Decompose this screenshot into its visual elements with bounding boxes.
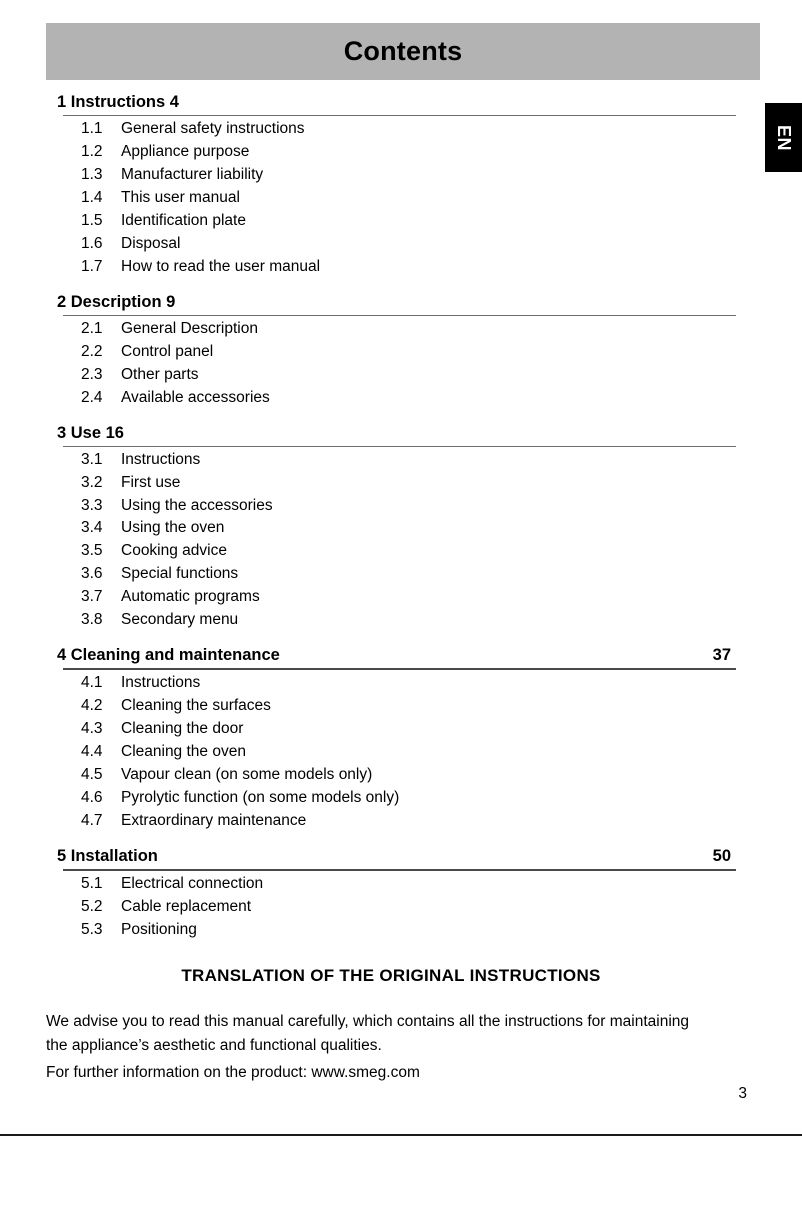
toc-entry-label: Cable replacement: [121, 897, 252, 915]
toc-entry-label: Using the oven: [121, 519, 225, 537]
toc-entry-number: 1.5: [81, 211, 103, 229]
toc-group-heading-label: 3 Use 16: [57, 423, 124, 442]
toc-entry-label: Manufacturer liability: [121, 165, 264, 183]
toc-entry-number: 5.2: [81, 897, 103, 915]
toc-entry-label: How to read the user manual: [121, 257, 321, 275]
toc-entry-number: 4.5: [81, 766, 103, 783]
toc-entry-label: Pyrolytic function (on some models only): [121, 788, 400, 806]
toc-entry-label: This user manual: [121, 188, 240, 206]
toc-group: [46, 846, 736, 942]
toc-entry-number: 3.7: [81, 588, 103, 606]
toc-group-heading-label: 1 Instructions 4: [57, 93, 179, 111]
footer-block: [46, 966, 736, 1085]
more-info-paragraph: For further information on the product: www.smeg.com: [46, 1064, 420, 1082]
toc-entry-number: 2.3: [81, 365, 103, 383]
toc-entry-number: 4.3: [81, 720, 103, 738]
toc-entry-number: 3.3: [81, 496, 103, 514]
toc-entry-label: General Description: [121, 319, 258, 337]
toc-entry-number: 1.1: [81, 120, 103, 138]
toc-entry-label: Electrical connection: [121, 874, 264, 892]
toc-group-heading-label: 4 Cleaning and maintenance: [57, 646, 280, 665]
translation-notice-heading: TRANSLATION OF THE ORIGINAL INSTRUCTIONS: [181, 966, 601, 985]
toc-entry-number: 1.7: [81, 257, 103, 275]
toc-entry-number: 3.2: [81, 473, 103, 491]
toc-entry-label: Extraordinary maintenance: [121, 811, 307, 829]
toc-entry-number: 2.4: [81, 388, 103, 406]
toc-entry-label: Instructions: [121, 450, 201, 468]
page-title-band: [46, 23, 760, 80]
toc-entry-number: 5.3: [81, 920, 103, 938]
toc-entry[interactable]: [46, 919, 736, 942]
toc-entry-number: 1.3: [81, 165, 103, 183]
toc-entry-number: 4.7: [81, 811, 103, 829]
toc-entry-label: Other parts: [121, 365, 199, 383]
page-number: 3: [738, 1085, 747, 1102]
toc-entry-label: Positioning: [121, 920, 197, 938]
toc-entry-number: 1.4: [81, 188, 103, 206]
language-tab-label: EN: [773, 124, 794, 151]
toc-group-heading-page: 37: [712, 646, 731, 665]
toc-entry-label: Cleaning the door: [121, 720, 244, 738]
toc-group-heading-label: 2 Description 9: [57, 292, 176, 311]
toc-entry-label: Identification plate: [121, 211, 246, 229]
toc-entry-label: Instructions: [121, 674, 201, 692]
toc-group-heading-label: 5 Installation: [57, 846, 158, 865]
toc-entry-label: Cleaning the oven: [121, 743, 246, 761]
toc-entry-label: Appliance purpose: [121, 143, 250, 161]
toc-group-heading-page: 50: [712, 846, 731, 865]
toc-entry-label: Special functions: [121, 565, 239, 583]
toc-entry-label: Cleaning the surfaces: [121, 697, 271, 715]
toc-entry-number: 3.1: [81, 450, 103, 468]
table-of-contents: [46, 92, 736, 942]
toc-entry-number: 2.2: [81, 342, 103, 360]
toc-entry-number: 4.4: [81, 743, 103, 761]
toc-entry-number: 4.1: [81, 674, 103, 692]
toc-entry-label: Using the accessories: [121, 496, 273, 514]
toc-entry-number: 3.4: [81, 519, 103, 537]
toc-entry-label: Disposal: [121, 234, 181, 252]
toc-entry-number: 1.6: [81, 234, 103, 252]
toc-entry-number: 4.2: [81, 697, 103, 715]
toc-entry-label: Cooking advice: [121, 542, 227, 560]
toc-entry-number: 2.1: [81, 319, 103, 337]
toc-entry-number: 3.6: [81, 565, 103, 583]
toc-entry-label: Control panel: [121, 342, 214, 360]
toc-entry-label: Vapour clean (on some models only): [121, 766, 373, 783]
toc-entry-number: 4.6: [81, 788, 103, 806]
toc-entry-number: 3.5: [81, 542, 103, 560]
toc-entry-label: First use: [121, 473, 181, 491]
toc-entry-label: Available accessories: [121, 388, 270, 406]
toc-entry-number: 1.2: [81, 143, 103, 161]
page-title: Contents: [343, 36, 463, 66]
toc-entry-number: 3.8: [81, 611, 103, 629]
advice-paragraph: We advise you to read this manual carefully, which contains all the instructions for maintaining the appliance’s aesthetic and functional qualities.: [46, 1013, 690, 1055]
toc-entry-number: 5.1: [81, 874, 103, 892]
toc-entry-label: General safety instructions: [121, 120, 305, 138]
toc-entry-label: Automatic programs: [121, 588, 260, 606]
toc-entry-label: Secondary menu: [121, 611, 239, 629]
